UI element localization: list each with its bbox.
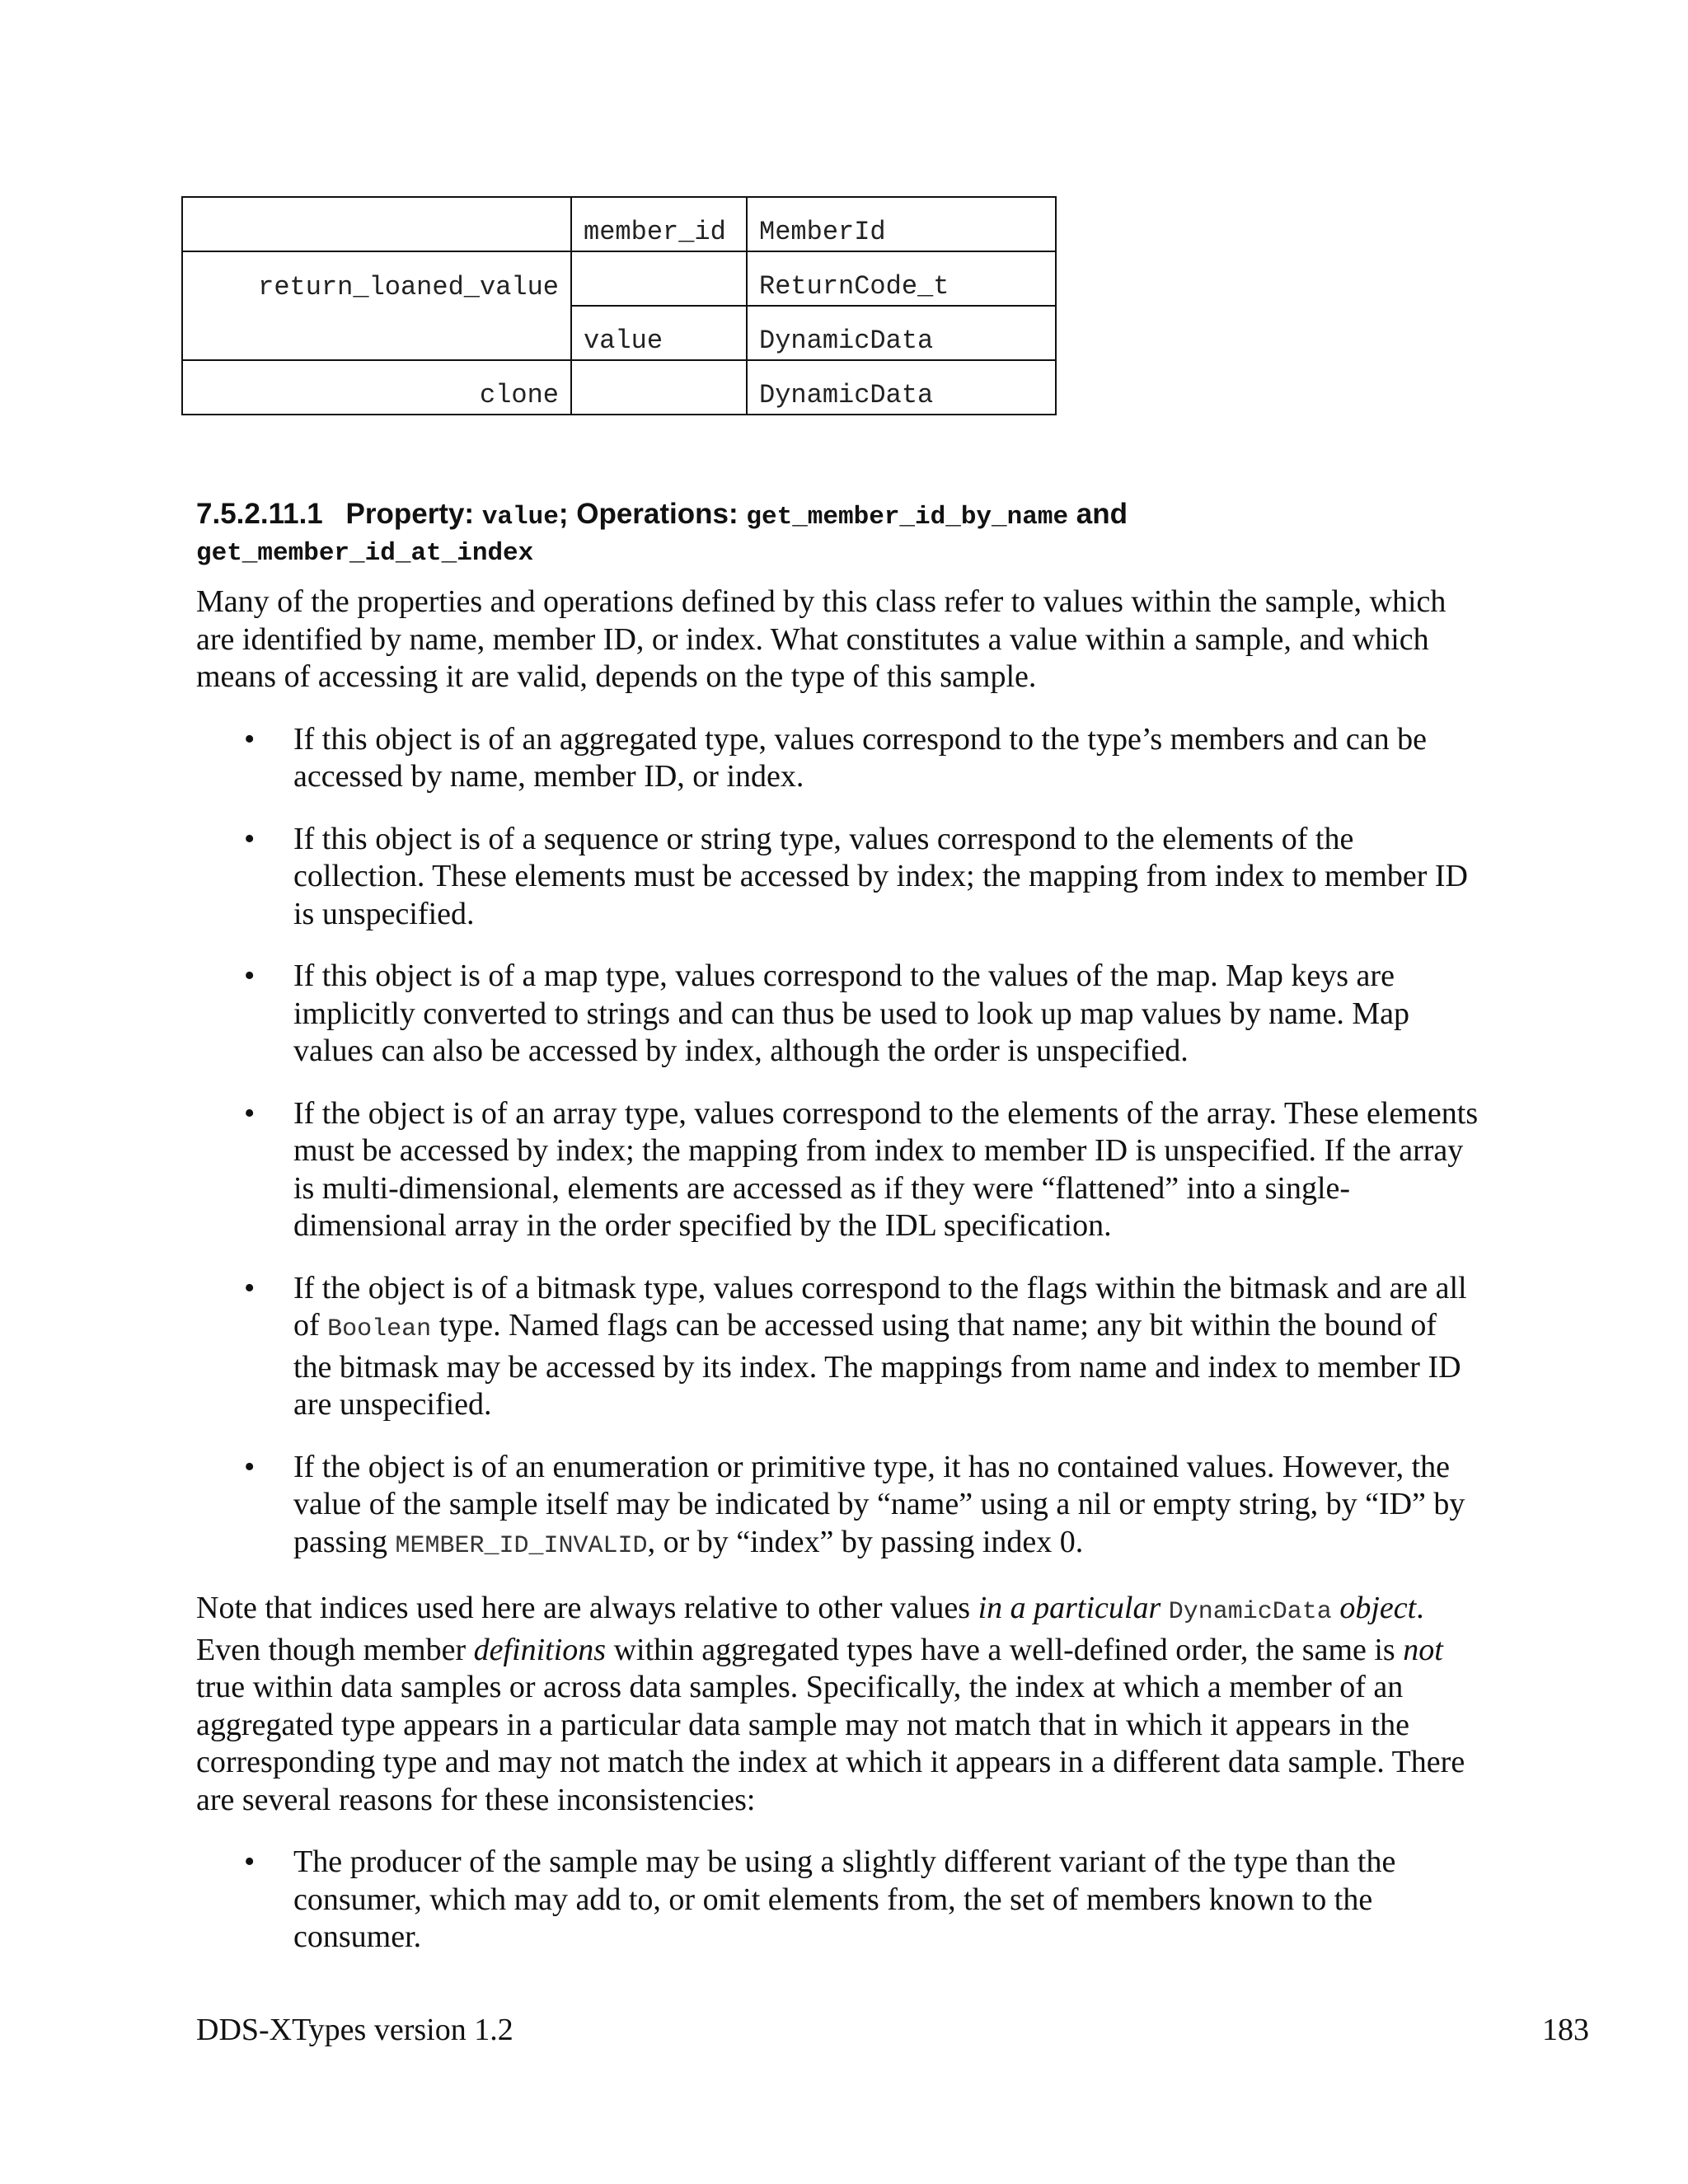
heading-operation-1: get_member_id_by_name bbox=[746, 503, 1069, 532]
list-item bbox=[196, 721, 1482, 796]
inline-code: MEMBER_ID_INVALID bbox=[395, 1531, 648, 1560]
inconsistency-reasons-list bbox=[196, 1844, 1482, 1957]
heading-operation-2: get_member_id_at_index bbox=[196, 539, 534, 568]
operation-cell: clone bbox=[182, 360, 571, 415]
heading-property-name: value bbox=[481, 503, 559, 532]
footer-title: DDS-XTypes version 1.2 bbox=[196, 2013, 513, 2047]
table-row bbox=[182, 306, 1056, 360]
inline-code: DynamicData bbox=[1168, 1598, 1332, 1626]
section-heading bbox=[196, 498, 1482, 570]
bullet-icon: • bbox=[244, 1449, 256, 1484]
parameter-cell: member_id bbox=[571, 197, 747, 251]
note-text: true within data samples or across data samples. Specifically, the index at which a member of an aggregated type appears in a particular data sample may not match that in which it appears in the corresponding type and may not match the index at which it appears in a different data sample. There are several reasons for these inconsistencies: bbox=[196, 1670, 1465, 1817]
type-cell: MemberId bbox=[747, 197, 1056, 251]
heading-label-operations: Operations: bbox=[576, 498, 738, 530]
table-row bbox=[182, 251, 1056, 306]
operation-cell bbox=[182, 306, 571, 360]
note-paragraph bbox=[196, 1590, 1482, 1819]
note-text: Note that indices used here are always relative to other values bbox=[196, 1591, 971, 1625]
operation-cell: return_loaned_value bbox=[182, 251, 571, 306]
note-text: within aggregated types have a well-defined order, the same is bbox=[613, 1632, 1395, 1667]
section-number: 7.5.2.11.1 bbox=[196, 498, 323, 530]
value-access-list bbox=[196, 721, 1482, 1566]
note-emphasis: not bbox=[1403, 1632, 1443, 1667]
list-item-text: The producer of the sample may be using a slightly different variant of the type than the consumer, which may add to, or omit elements from, the set of members known to the consumer. bbox=[293, 1844, 1396, 1954]
list-item bbox=[196, 1449, 1482, 1566]
bullet-icon: • bbox=[244, 958, 256, 993]
list-item bbox=[196, 821, 1482, 934]
table-row bbox=[182, 360, 1056, 415]
note-text: . Even though member bbox=[196, 1591, 1424, 1667]
operations-table bbox=[181, 196, 1057, 415]
heading-separator: ; bbox=[558, 498, 569, 530]
bullet-icon: • bbox=[244, 721, 256, 757]
list-item-text: If this object is of a map type, values correspond to the values of the map. Map keys are implicitly converted to strings and can thus be used to look up map values by name. Map values can also be accessed by index, although the order is unspecified. bbox=[293, 958, 1410, 1068]
parameter-cell bbox=[571, 360, 747, 415]
list-item-text: If the object is of an array type, values correspond to the elements of the array. These elements must be accessed by index; the mapping from index to member ID is unspecified. If the array is multi-dimensional, elements are accessed as if they were “flattened” into a single-dimensional array in the order specified by the IDL specification. bbox=[293, 1095, 1479, 1243]
inline-code: Boolean bbox=[327, 1315, 432, 1343]
note-emphasis: in a particular bbox=[978, 1591, 1161, 1625]
list-item-text: If the object is of a bitmask type, values correspond to the flags within the bitmask and are all of bbox=[293, 1270, 1467, 1343]
list-item bbox=[196, 1844, 1482, 1957]
parameter-cell: value bbox=[571, 306, 747, 360]
intro-paragraph: Many of the properties and operations defined by this class refer to values within the sample, which are identified by name, member ID, or index. What constitutes a value within a sample, and which means of accessing it are valid, depends on the type of this sample. bbox=[196, 584, 1447, 694]
type-cell: DynamicData bbox=[747, 306, 1056, 360]
page-number: 183 bbox=[1542, 2013, 1589, 2047]
bullet-icon: • bbox=[244, 1844, 256, 1879]
note-emphasis: definitions bbox=[473, 1632, 607, 1667]
heading-label-property: Property: bbox=[345, 498, 475, 530]
heading-and: and bbox=[1076, 498, 1128, 530]
operation-cell bbox=[182, 197, 571, 251]
bullet-icon: • bbox=[244, 821, 256, 856]
table-row bbox=[182, 197, 1056, 251]
bullet-icon: • bbox=[244, 1095, 256, 1131]
list-item-text: If this object is of a sequence or string type, values correspond to the elements of the collection. These elements must be accessed by index; the mapping from index to member ID is unspecified. bbox=[293, 821, 1468, 931]
note-emphasis: object bbox=[1339, 1591, 1417, 1625]
list-item-text: type. Named flags can be accessed using that name; any bit within the bound of the bitmask may be accessed by its index. The mappings from name and index to member ID are unspecified. bbox=[293, 1308, 1461, 1422]
list-item bbox=[196, 1095, 1482, 1245]
bullet-icon: • bbox=[244, 1270, 256, 1305]
list-item bbox=[196, 958, 1482, 1071]
list-item-text: If this object is of an aggregated type, values correspond to the type’s members and can be accessed by name, member ID, or index. bbox=[293, 721, 1427, 794]
list-item-text: If the object is of an enumeration or primitive type, it has no contained values. However, the value of the sample itself may be indicated by “name” using a nil or empty string, by “ID” by passing bbox=[293, 1449, 1465, 1559]
list-item-text: , or by “index” by passing index 0. bbox=[647, 1524, 1084, 1559]
list-item bbox=[196, 1270, 1482, 1424]
section-body bbox=[196, 583, 1482, 1981]
parameter-cell bbox=[571, 251, 747, 306]
type-cell: DynamicData bbox=[747, 360, 1056, 415]
type-cell: ReturnCode_t bbox=[747, 251, 1056, 306]
